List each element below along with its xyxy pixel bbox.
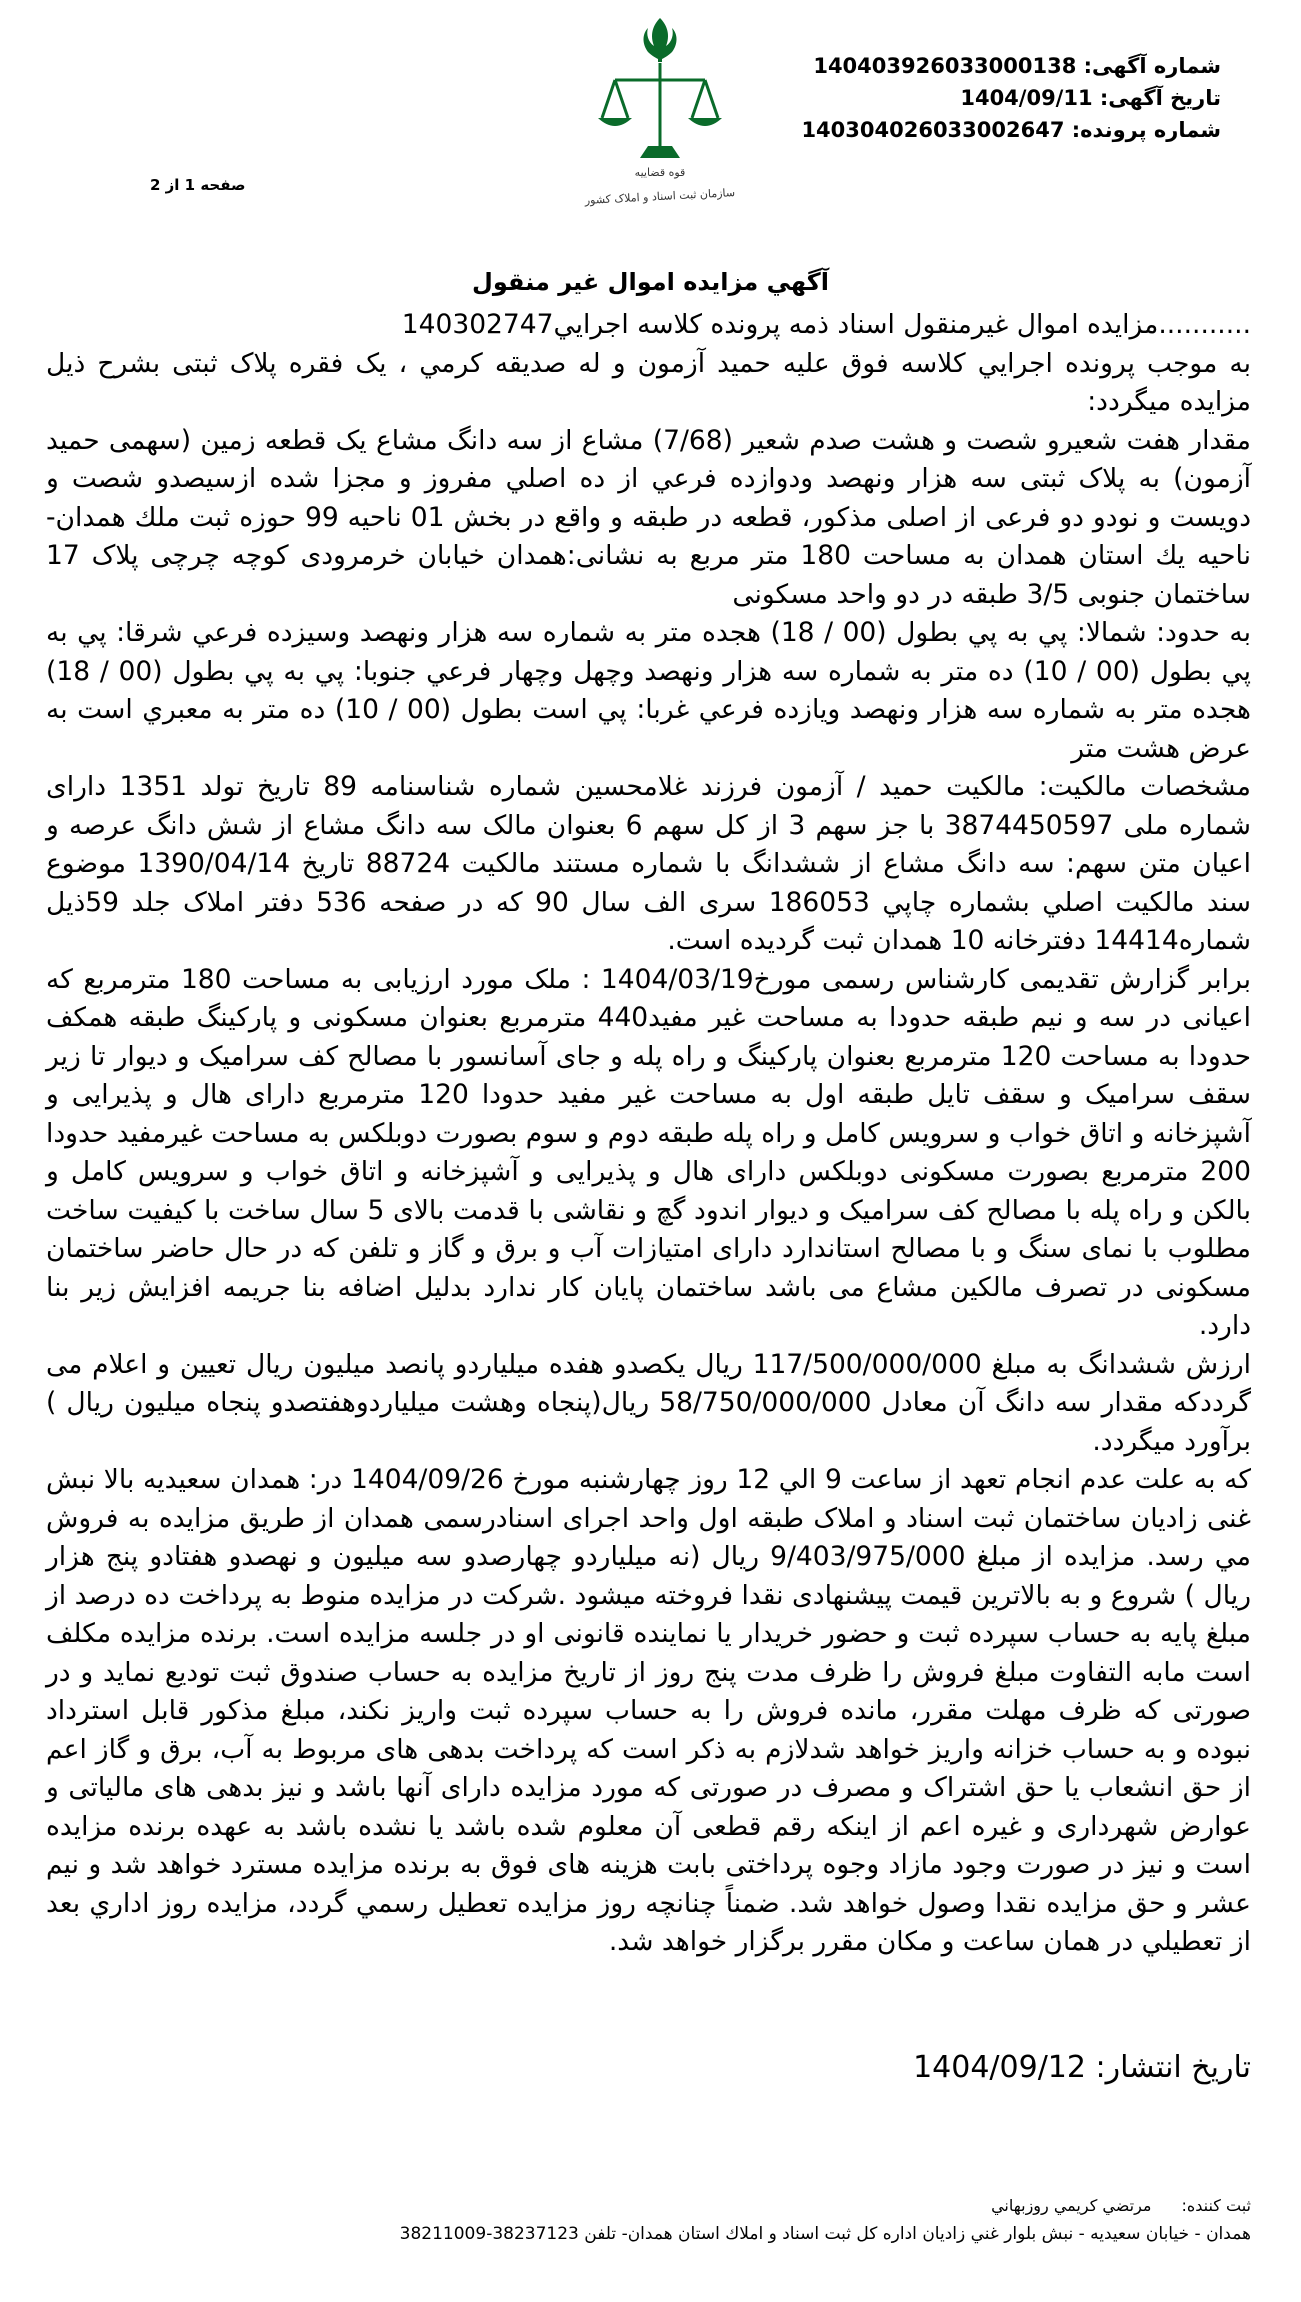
office-address: همدان - خيابان سعيديه - نبش بلوار غني زاديان اداره كل ثبت اسناد و املاك استان همدان- تلفن 38237123-38211009 [399,2224,1251,2244]
emblem-caption-bottom: سازمان ثبت اسناد و املاک کشور [584,186,736,207]
emblem-caption-top: قوه قضاييه [634,166,686,179]
notice-meta [741,50,1221,146]
notice-body [46,306,1251,1962]
ad-date-row [741,82,1221,114]
ad-number-label: شماره آگهی: [1083,54,1221,78]
footer [46,2192,1251,2248]
page-indicator: صفحه 1 از 2 [150,176,246,194]
paragraph-boundaries: به حدود: شمالا: پي به پي بطول (00 / 18) هجده متر به شماره سه هزار ونهصد وسيزده فرعي شرقا: پي به پي بطول (00 / 10) ده متر به شماره سه هزار ونهصد وچهل وچهار فرعي جنوبا: پي به پي بطول (00 / 18) هجده متر به شماره سه هزار ونهصد ويازده فرعي غربا: پي است بطول (00 / 10) ده متر به معبري است به عرض هشت متر [46,617,1251,764]
judiciary-scales-emblem [560,8,760,208]
ad-date: 1404/09/11 [960,86,1093,110]
ad-date-label: تاریخ آگهی: [1099,86,1221,110]
page-title: آگهي مزايده اموال غير منقول [472,268,829,296]
iran-emblem-icon [644,18,677,62]
paragraph-valuation: ارزش ششدانگ به مبلغ 117/500/000/000 ريال يكصدو هفده ميلياردو پانصد ميليون ريال تعيين و اعلام می گردد‌که مقدار سه دانگ آن معادل 58/750/000/000 ريال(پنجاه وهشت ميلياردوهفتصدو پنجاه ميليون ريال ) برآورد ميگردد. [46,1348,1251,1457]
registrar-row [46,2192,1251,2220]
ad-number: 14040392603300013⁠8 [813,54,1077,78]
publication-date-value: 1404/09/12 [913,2050,1086,2085]
paragraph-expert-report: برابر گزارش تقديمی كارشناس رسمی مورخ1404/03/19 : ملک مورد ارزيابی به مساحت 180 مترمربع که اعيانی در سه و نيم طبقه حدودا به مساحت غير مفيد440 مترمربع بعنوان مسکونی و پارکينگ طبقه همکف حدودا به مساحت 120 مترمربع بعنوان پارکينگ و راه پله و جای آسانسور با مصالح کف سراميک و ديوار تا زير سقف سراميک و سقف تايل طبقه اول به مساحت غير مفيد حدودا 120 مترمربع دارای هال و پذيرايی و آشپزخانه و اتاق خواب و سرويس کامل و راه پله طبقه دوم و سوم بصورت دوبلکس به مساحت غيرمفيد حدودا 200 مترمربع بصورت مسکونی دوبلکس دارای هال و پذيرايی و آشپزخانه و اتاق خواب و سرويس کامل و بالکن و راه پله با مصالح کف سراميک و ديوار اندود گچ و نقاشی با قدمت بالای 5 سال ساخت با کيفيت ساخت مطلوب با نمای سنگ و با مصالح استاندارد دارای امتيازات آب و برق و گاز و تلفن که در حال حاضر ساختمان مسکونی در تصرف مالکين مشاع می باشد ساختمان پايان کار ندارد بدليل اضافه بنا جريمه افزايش زير بنا دارد. [46,963,1251,1341]
scales-icon [602,63,718,158]
publication-date [46,2048,1251,2088]
paragraph-property-description: مقدار هفت شعيرو شصت و هشت صدم شعير (7/68) مشاع از سه دانگ مشاع يک قطعه زمين (سهمی حميد آزمون) به پلاک ثبتی سه هزار ونهصد ودوازده فرعي از ده اصلي مفروز و مجزا شده ازسيصدو شصت و دويست و نودو دو فرعی از اصلی مذکور، قطعه در طبقه و واقع در بخش 01 ناحيه 99 حوزه ثبت ملك همدان-ناحيه يك استان همدان به مساحت 180 متر مربع به نشانی:همدان خيابان خرمرودی کوچه چرچی پلاک 17 ساختمان جنوبی 3/5 طبقه در دو واحد مسكونی [46,424,1251,610]
file-number-row [741,114,1221,146]
registrar-label: ثبت كننده: [1181,2196,1251,2215]
paragraph-auction-terms: كه به علت عدم انجام تعهد از ساعت 9 الي 12 روز چهارشنبه مورخ 1404/09/26 در: همدان سعيديه بالا نبش غنی زاديان ساختمان ثبت اسناد و املاک طبقه اول واحد اجرای اسنادرسمی همدان از طريق مزايده به فروش مي رسد. مزايده از مبلغ 9/403/975/000 ريال (نه ميلياردو چهارصدو سه ميليون و نهصدو هفتادو پنج هزار ريال ) شروع و به بالاترين قيمت پيشنهادی نقدا فروخته ميشود .شرکت در مزايده منوط به پرداخت ده درصد از مبلغ پايه به حساب سپرده ثبت و حضور خريدار يا نماينده قانونی او در جلسه مزايده است. برنده مزايده مكلف است مابه التفاوت مبلغ فروش را ظرف مدت پنج روز از تاريخ مزايده به حساب صندوق ثبت توديع نمايد و در صورتی كه ظرف مهلت مقرر، مانده فروش را به حساب سپرده ثبت واريز نكند، مبلغ مذكور قابل استرداد نبوده و به حساب خزانه واريز خواهد شدلازم به ذكر است كه پرداخت بدهی های مربوط به آب، برق و گاز اعم از حق انشعاب يا حق اشتراک و مصرف در صورتی كه مورد مزايده دارای آنها باشد و نيز بدهی های مالياتی و عوارض شهرداری و غيره اعم از اينكه رقم قطعی آن معلوم شده باشد يا نشده باشد به عهده برنده مزايده است و نيز در صورت وجود مازاد وجوه پرداختی بابت هزينه های فوق به برنده مزايده مسترد خواهد شد و نيم عشر و حق مزايده نقدا وصول خواهد شد. ضمناً چنانچه روز مزايده تعطيل رسمي گردد، مزايده روز اداري بعد از تعطيلي در همان ساعت و مكان مقرر برگزار خواهد شد. [46,1464,1252,1957]
publication-date-label: تاريخ انتشار: [1095,2050,1251,2085]
file-number-label: شماره پرونده: [1071,118,1221,142]
file-number: 140304026033002647 [801,118,1065,142]
paragraph-intro: به موجب پرونده اجرايي كلاسه فوق عليه حميد آزمون و له صديقه كرمي ، يک فقره پلاک ثبتی بشرح ذيل مزايده ميگردد: [46,347,1251,417]
ad-number-row [741,50,1221,82]
paragraph-ownership: مشخصات مالكيت: مالكيت حميد / آزمون فرزند غلامحسين شماره شناسنامه 89 تاريخ تولد 1351 دارای شماره ملی 3874450597 با جز سهم 3 از كل سهم 6 بعنوان مالک سه دانگ مشاع از شش دانگ عرصه و اعيان متن سهم: سه دانگ مشاع از ششدانگ با شماره مستند مالكيت 88724 تاريخ 1390/04/14 موضوع سند مالكيت اصلي بشماره چاپي 186053 سری الف سال 90 كه در صفحه 536 دفتر املاک جلد 59ذيل شماره14414 دفترخانه 10 همدان ثبت گرديده است. [46,771,1252,956]
paragraph-file-reference: ...........مزايده اموال غيرمنقول اسناد ذمه پرونده كلاسه اجرايي140302747 [401,309,1251,340]
registrar-name: مرتضي كريمي روزبهاني [991,2196,1152,2215]
